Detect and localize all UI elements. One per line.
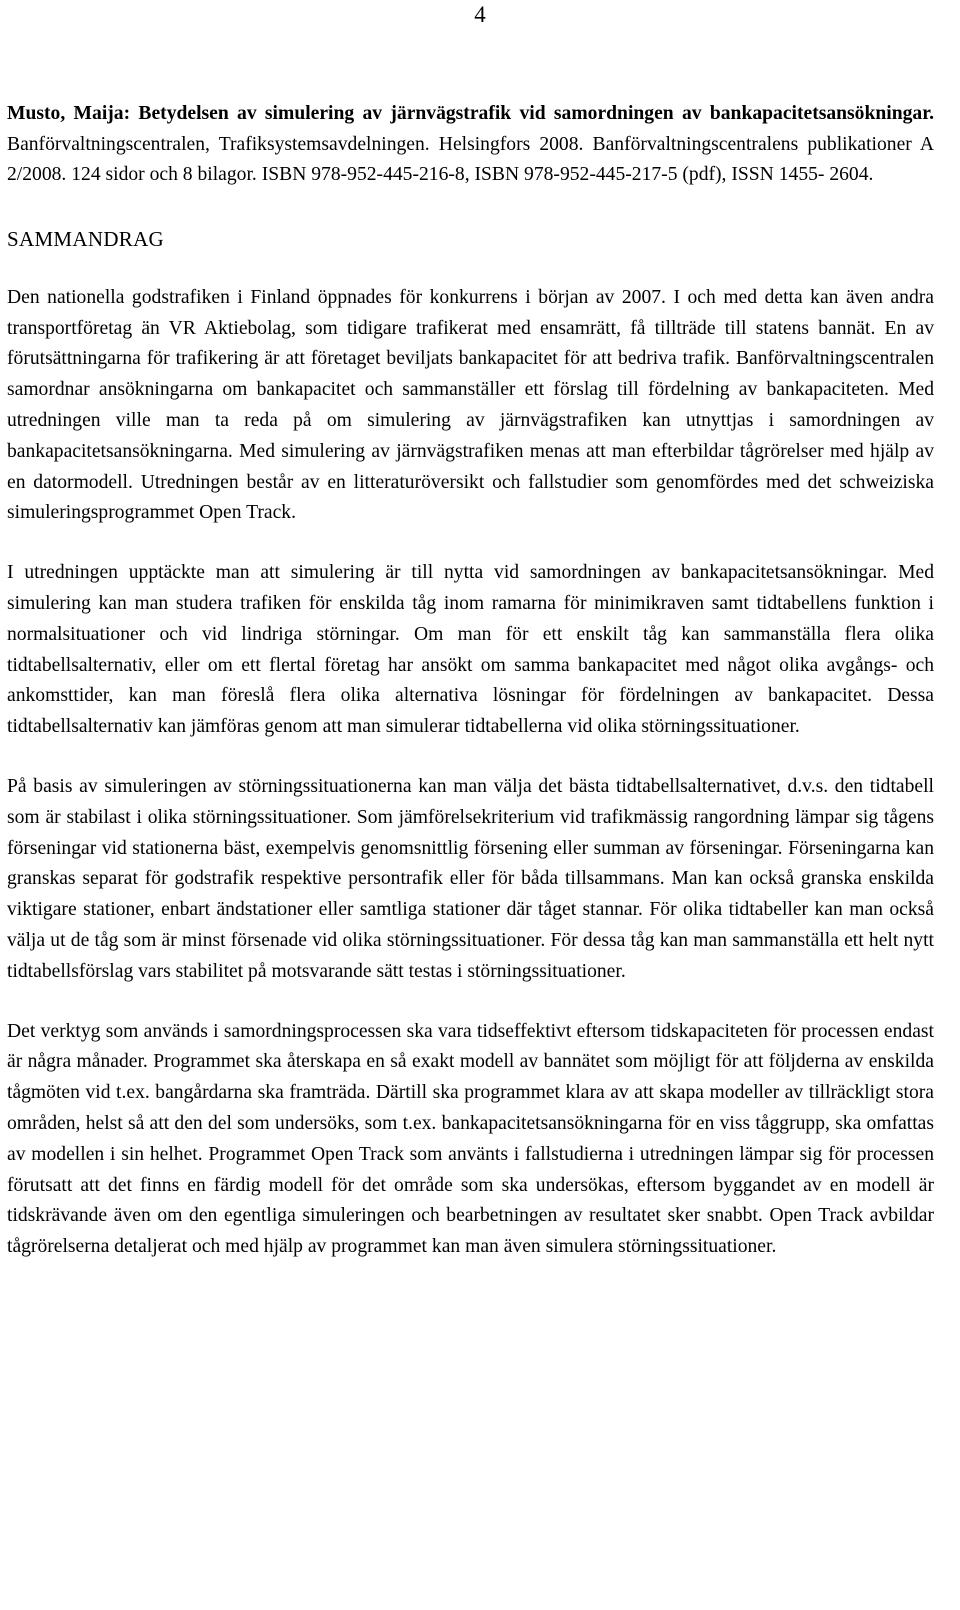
section-heading: SAMMANDRAG — [7, 226, 165, 251]
reference-details: Banförvaltningscentralen, Trafiksystemsavdelningen. Helsingfors 2008. Banförvaltningscentralens publikationer A 2/2008. 124 sidor och 8 bilagor. ISBN 978-952-445-216-8, ISBN 978-952-445-217-5 (pdf), ISSN 1455- 2604. — [7, 133, 934, 186]
document-body — [7, 99, 934, 1263]
paragraph-2: I utredningen upptäckte man att simulering är till nytta vid samordningen av bankapacitetsansökningar. Med simulering kan man studera trafiken för enskilda tåg inom ramarna för minimikraven samt tidtabellens funktion i normalsituationer och vid lindriga störningar. Om man för ett enskilt tåg kan sammanställa flera olika tidtabellsalternativ, eller om ett flertal företag har ansökt om samma bankapacitet med något olika avgångs- och ankomsttider, kan man föreslå flera olika alternativa lösningar för fördelningen av bankapacitet. Dessa tidtabellsalternativ kan jämföras genom att man simulerar tidtabellerna vid olika störningssituationer. — [7, 562, 934, 738]
reference-author-title: Musto, Maija: Betydelsen av simulering av järnvägstrafik vid samordningen av bankapacitetsansökningar. — [7, 103, 934, 124]
page-number: 4 — [474, 2, 486, 27]
paragraph-4: Det verktyg som används i samordningsprocessen ska vara tidseffektivt eftersom tidskapaciteten för processen endast är några månader. Programmet ska återskapa en så exakt modell av bannätet som möjligt för att följderna av enskilda tågmöten vid t.ex. bangårdarna ska framträda. Därtill ska programmet klara av att skapa modeller av tillräckligt stora områden, helst så att den del som undersöks, som t.ex. bankapacitetsansökningarna för en viss tåggrupp, ska omfattas av modellen i sin helhet. Programmet Open Track som använts i fallstudierna i utredningen lämpar sig för processen förutsatt att det finns en färdig modell för det område som ska undersökas, eftersom byggandet av en modell är tidskrävande även om den egentliga simuleringen och bearbetningen av resultatet sker snabbt. Open Track avbildar tågrörelserna detaljerat och med hjälp av programmet kan man även simulera störningssituationer. — [7, 1020, 934, 1258]
paragraph-1: Den nationella godstrafiken i Finland öppnades för konkurrens i början av 2007. I och med detta kan även andra transportföretag än VR Aktiebolag, som tidigare trafikerat med ensamrätt, få tillträde till statens bannät. En av förutsättningarna för trafikering är att företaget beviljats bankapacitet för att bedriva trafik. Banförvaltningscentralen samordnar ansökningarna om bankapacitet och sammanställer ett förslag till fördelning av bankapaciteten. Med utredningen ville man ta reda på om simulering av järnvägstrafiken kan utnyttjas i samordningen av bankapacitetsansökningarna. Med simulering av järnvägstrafiken menas att man efterbildar tågrörelser med hjälp av en datormodell. Utredningen består av en litteraturöversikt och fallstudier som genomfördes med det schweiziska simuleringsprogrammet Open Track. — [7, 286, 934, 524]
bibliographic-reference — [7, 99, 934, 191]
paragraph-3: På basis av simuleringen av störningssituationerna kan man välja det bästa tidtabellsalternativet, d.v.s. den tidtabell som är stabilast i olika störningssituationer. Som jämförelsekriterium vid trafikmässig rangordning lämpar sig tågens förseningar vid stationerna bäst, exempelvis genomsnittlig försening eller summan av förseningar. Förseningarna kan granskas separat för godstrafik respektive persontrafik eller för båda tillsammans. Man kan också granska enskilda viktigare stationer, enbart ändstationer eller samtliga stationer där tåget stannar. För olika tidtabeller kan man också välja ut de tåg som är minst försenade vid olika störningssituationer. För dessa tåg kan man sammanställa ett helt nytt tidtabellsförslag vars stabilitet på motsvarande sätt testas i störningssituationer. — [7, 775, 934, 982]
